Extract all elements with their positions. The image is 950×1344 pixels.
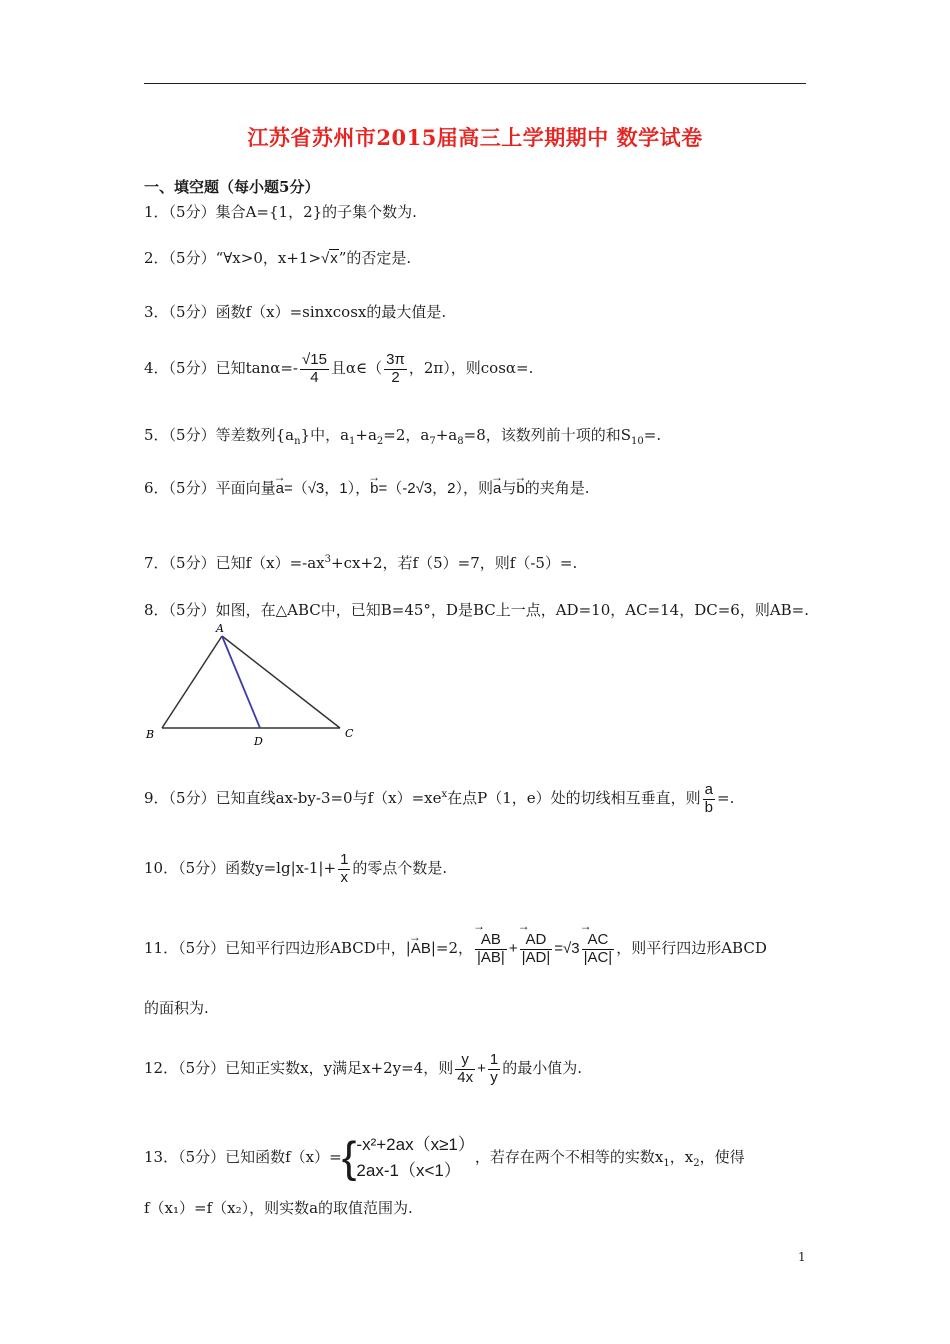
question-2 bbox=[144, 248, 411, 269]
fraction-AC-unit: → $\frac{AC}{|AC|}$ bbox=[582, 932, 615, 966]
question-13-line2: f（x₁）=f（x₂），则实数a的取值范围为. bbox=[144, 1199, 413, 1217]
segment-AD bbox=[222, 636, 260, 728]
sqrt-expression: √x bbox=[321, 250, 338, 267]
question-4-mid: 且α∈（ bbox=[330, 359, 383, 377]
question-10: 10．（5分）函数y=lg|x-1|+ $\frac{1}{x}$ 的零点个数是. bbox=[144, 851, 448, 886]
label-B: B bbox=[146, 728, 155, 741]
vector-a: → a bbox=[276, 479, 284, 499]
fraction-sqrt15-over-4: $\frac{√15}{4}$ bbox=[302, 351, 327, 386]
question-7: 7．（5分）已知$f(x)=-ax^3+cx+2$，若f（5）=7，则f（-5）=. bbox=[144, 554, 578, 572]
question-12: 12．（5分）已知正实数x，y满足x+2y=4，则 $\frac{y}{4x}$ + $\frac{1}{y}$ 的最小值为. bbox=[144, 1051, 582, 1086]
side-AB bbox=[162, 636, 222, 728]
fraction-1-over-x: $\frac{1}{x}$ bbox=[340, 851, 349, 886]
question-11-line2: 的面积为. bbox=[144, 999, 209, 1017]
fraction-3pi-over-2: $\frac{3\pi}{2}$ bbox=[386, 351, 405, 386]
label-C: C bbox=[345, 727, 354, 740]
piecewise-row-2: 2ax-1（x<1） bbox=[356, 1161, 461, 1180]
fraction-AB-unit: → $\frac{AB}{|AB|}$ bbox=[475, 932, 507, 966]
question-11: 11．（5分）已知平行四边形ABCD中，|→ AB|=2， → $\frac{AB}{|AB|}$ + → $\frac{AD}{|AD|}$ =√3 → $\frac{AC}{|AC|}$ ，则平行四边形ABCD bbox=[144, 932, 767, 966]
fraction-AD-unit: → $\frac{AD}{|AD|}$ bbox=[520, 932, 553, 966]
question-5: 5．（5分）等差数列$\{a_n\}$中，$a_1+a_2=2$，$a_7+a_8=8$，该数列前十项的和$S_{10}=$. bbox=[144, 426, 662, 447]
question-9: 9．（5分）已知直线ax-by-3=0与$f(x)=xe^x$在点P（1，e）处的切线相互垂直，则 $\frac{a}{b}$ =. bbox=[144, 781, 735, 816]
triangle-figure bbox=[142, 620, 362, 750]
side-AC bbox=[222, 636, 340, 728]
question-4 bbox=[144, 352, 533, 386]
fraction-y-over-4x: $\frac{y}{4x}$ bbox=[457, 1051, 474, 1086]
page-title: 江苏省苏州市2015届高三上学期期中 数学试卷 bbox=[247, 125, 703, 150]
question-13: 13．（5分）已知函数f（x）={ -x²+2ax（x≥1） 2ax-1（x<1） ，若存在两个不相等的实数$x_1$，$x_2$，使得 bbox=[144, 1133, 745, 1182]
question-2-tail: ”的否定是. bbox=[338, 249, 412, 267]
question-1: 1．（5分）集合A={1，2}的子集个数为. bbox=[144, 203, 417, 221]
question-6: 6．（5分）平面向量→ a=（√3，1），→ b=（-2√3，2），则→ a与→ b的夹角是. bbox=[144, 478, 589, 499]
fraction-a-over-b: $\frac{a}{b}$ bbox=[704, 781, 714, 816]
question-2-text: 2．（5分）“∀x>0，x+1> bbox=[144, 249, 322, 267]
piecewise-row-1: -x²+2ax（x≥1） bbox=[356, 1135, 475, 1154]
question-4-text: 4．（5分）已知tanα=- bbox=[144, 359, 298, 377]
question-3: 3．（5分）函数f（x）=sinxcosx的最大值是. bbox=[144, 303, 447, 321]
piecewise-function: { -x²+2ax（x≥1） 2ax-1（x<1） bbox=[341, 1133, 475, 1182]
label-D: D bbox=[254, 735, 263, 748]
page-number: 1 bbox=[798, 1250, 806, 1264]
vector-AB: → AB bbox=[411, 939, 431, 959]
question-4-tail: ，2π），则cosα=. bbox=[408, 359, 534, 377]
section-heading: 一、填空题（每小题5分） bbox=[144, 178, 320, 196]
vector-b: → b bbox=[370, 479, 378, 499]
question-8: 8．（5分）如图，在△ABC中，已知B=45°，D是BC上一点，AD=10，AC=14，DC=6，则AB=. bbox=[144, 601, 810, 619]
header-rule bbox=[144, 83, 806, 84]
label-A: A bbox=[216, 622, 224, 635]
fraction-1-over-y: $\frac{1}{y}$ bbox=[489, 1051, 499, 1086]
